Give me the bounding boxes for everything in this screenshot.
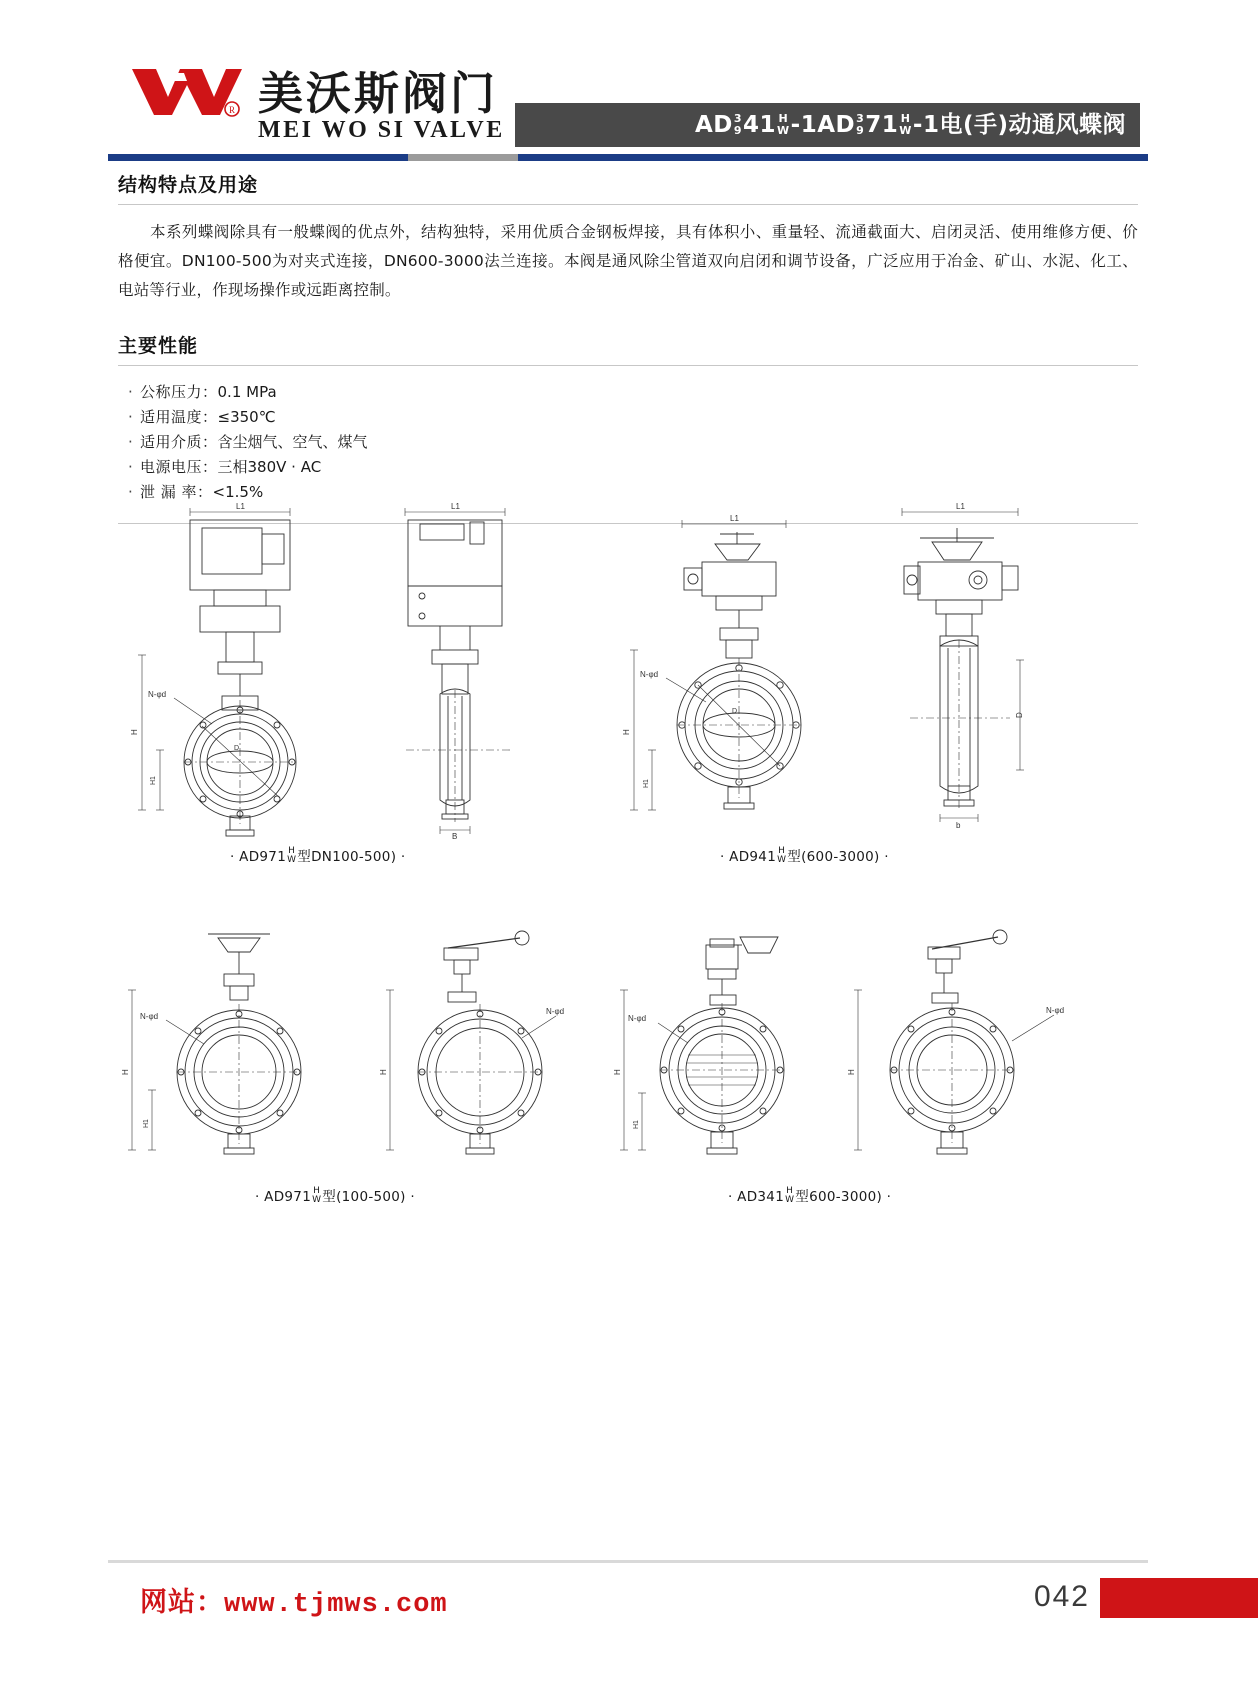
svg-text:D: D [732,708,738,715]
svg-text:H1: H1 [643,779,650,788]
caption-fraction: H W [785,1186,795,1205]
footer-divider [108,1560,1148,1563]
website-label[interactable]: 网站：www.tjmws.com [140,1590,448,1620]
section-title-performance: 主要性能 [118,331,1138,366]
figure-ad971-side-view [370,500,560,840]
bullet-icon: · [128,458,133,476]
title-fraction-2: H W [777,112,790,137]
performance-list [0,380,1258,505]
list-item [128,430,1258,455]
svg-text:H1: H1 [143,1119,150,1128]
caption-prefix: · AD971 [255,1189,312,1205]
caption-suffix: 型600-3000) · [795,1189,892,1205]
title-mid-2: -1AD [790,112,856,138]
svg-text:L1: L1 [451,502,460,511]
svg-text:H: H [622,729,631,735]
svg-text:D: D [234,745,240,752]
caption-prefix: · AD941 [720,849,777,865]
logo-chinese-name: 美沃斯阀门 [258,67,499,120]
caption-suffix: 型DN100-500) · [297,849,406,865]
bullet-icon: · [128,483,133,501]
svg-text:b: b [956,821,961,830]
svg-text:L1: L1 [730,514,739,523]
svg-text:H1: H1 [633,1120,640,1129]
product-title-bar [515,103,1140,147]
title-prefix: AD [694,112,733,138]
svg-text:R: R [228,105,236,115]
svg-text:N-φd: N-φd [1046,1006,1065,1015]
title-fraction-3: 3 9 [856,112,865,137]
spec-value: 0.1 MPa [217,383,277,401]
svg-text:H1: H1 [150,776,157,785]
footer-accent-block [1100,1578,1258,1618]
spec-value: 三相380V · AC [217,458,322,476]
spec-value: <1.5% [212,483,264,501]
header-grey-rule [408,154,518,161]
technical-drawings [0,500,1258,1240]
product-title [515,103,1126,147]
logo-english-name: MEI WO SI VALVE [258,117,505,143]
svg-text:N-φd: N-φd [140,1012,159,1021]
figure-ad971-front-view [130,500,370,840]
svg-text:H: H [847,1069,856,1075]
caption-fraction: H W [312,1186,322,1205]
structure-paragraph: 本系列蝶阀除具有一般蝶阀的优点外，结构独特，采用优质合金钢板焊接，具有体积小、重量轻、流通截面大、启闭灵活、使用维修方便、价格便宜。DN100-500为对夹式连接，DN600-3000法兰连接。本阀是通风除尘管道双向启闭和调节设备，广泛应用于冶金、矿山、水泥、化工、电站等行业，作现场操作或远距离控制。 [118,223,1138,299]
svg-text:N-φd: N-φd [628,1014,647,1023]
page-header [0,55,1258,155]
figure-ad971-manual-side [370,920,590,1180]
spec-key: 公称压力： [140,383,218,401]
svg-text:H: H [130,729,139,735]
svg-text:H: H [121,1069,130,1075]
spec-value: ≤350℃ [217,408,276,426]
figure-caption-ad941-600-3000 [720,845,889,866]
svg-text:D: D [1015,712,1024,718]
spec-value: 含尘烟气、空气、煤气 [217,433,368,451]
spec-key: 适用介质： [140,433,218,451]
spec-key: 泄 漏 率： [140,483,213,501]
title-mid-1: 41 [743,112,777,138]
svg-text:H: H [613,1069,622,1075]
figure-caption-ad971-dn100-500 [230,845,405,866]
figure-caption-ad341-600-3000 [728,1185,891,1206]
section-title-structure: 结构特点及用途 [118,170,1138,205]
spec-key: 电源电压： [140,458,218,476]
figure-caption-ad971-100-500 [255,1185,415,1206]
svg-text:N-φd: N-φd [640,670,659,679]
caption-prefix: · AD341 [728,1189,785,1205]
bullet-icon: · [128,408,133,426]
svg-text:H: H [379,1069,388,1075]
svg-text:N-φd: N-φd [148,690,167,699]
svg-text:N-φd: N-φd [546,1007,565,1016]
title-mid-3: 71 [865,112,899,138]
list-item [128,380,1258,405]
page-number: 042 [1033,1580,1090,1613]
bullet-icon: · [128,383,133,401]
svg-text:L1: L1 [236,502,245,511]
figure-ad971-manual-front [120,920,360,1180]
figure-ad341-front [610,915,850,1180]
caption-prefix: · AD971 [230,849,287,865]
caption-fraction: H W [777,846,787,865]
header-blue-rule [108,154,1148,161]
figure-ad341-side [840,915,1080,1180]
title-fraction-1: 3 9 [733,112,742,137]
page-content [0,170,1258,524]
spec-key: 适用温度： [140,408,218,426]
bullet-icon: · [128,433,133,451]
caption-fraction: H W [287,846,297,865]
list-item [128,405,1258,430]
figure-ad941-side-view [860,500,1070,840]
title-fraction-4: H W [899,112,912,137]
company-logo [118,55,518,155]
caption-suffix: 型(100-500) · [322,1189,415,1205]
caption-suffix: 型(600-3000) · [787,849,889,865]
list-item [128,455,1258,480]
svg-text:B: B [452,832,458,840]
svg-text:L1: L1 [956,502,965,511]
title-suffix: -1电(手)动通风蝶阀 [912,112,1126,138]
figure-ad941-front-view [620,510,850,840]
mws-logo-mark-icon [128,63,246,121]
